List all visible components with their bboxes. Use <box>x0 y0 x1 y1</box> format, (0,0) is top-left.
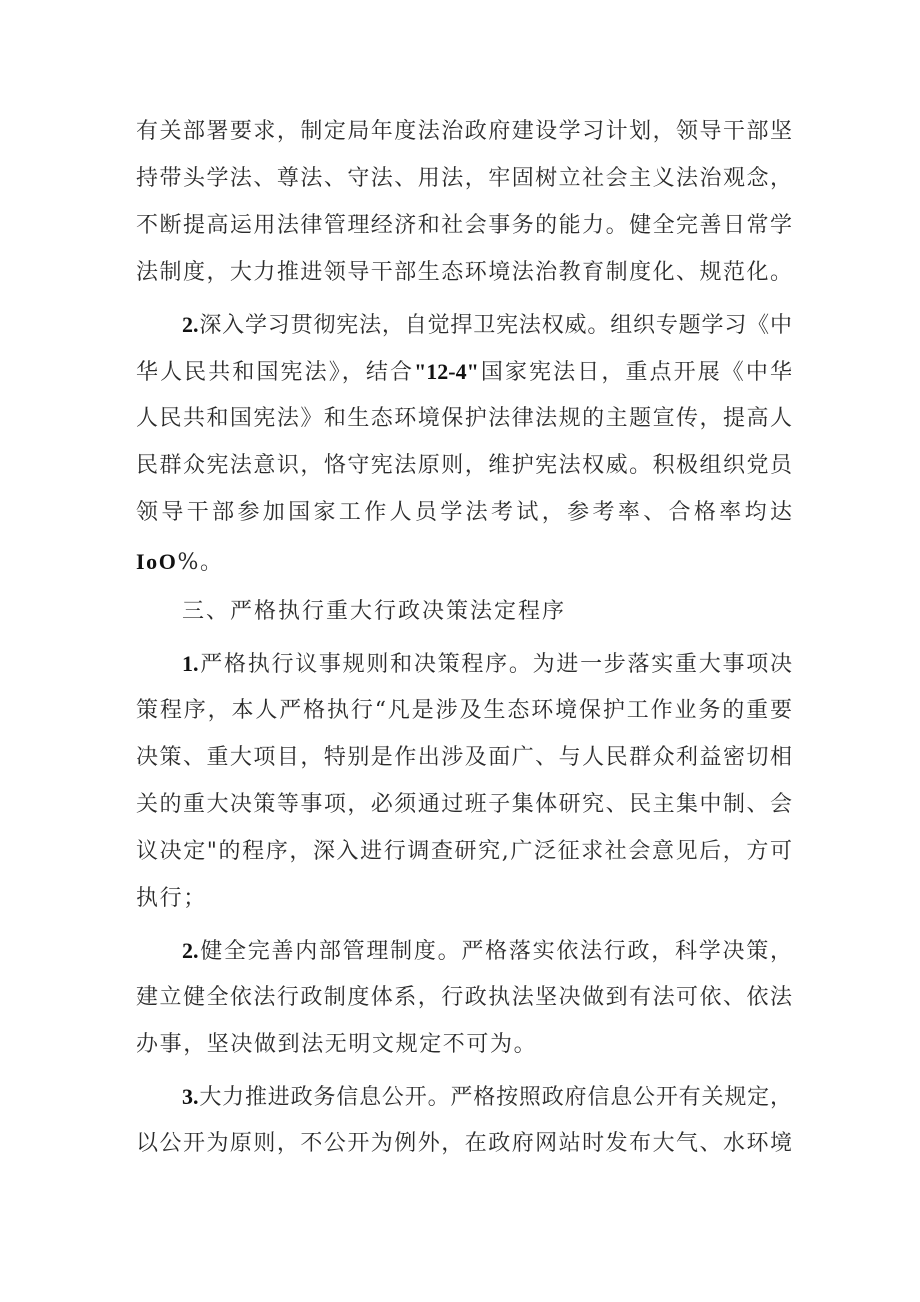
paragraph-text: 华人民共和国宪法》，结合 <box>136 360 415 385</box>
item-number: 1. <box>182 651 199 676</box>
paragraph-text: 健全完善内部管理制度。严格落实依法行政，科学决策， <box>198 939 792 964</box>
paragraph-last-line <box>136 547 792 578</box>
paragraph-line: 法制度，大力推进领导干部生态环境法治教育制度化、规范化。 <box>136 260 792 285</box>
paragraph-line: 持带头学法、尊法、守法、用法，牢固树立社会主义法治观念， <box>136 166 792 191</box>
paragraph-last-line: 执行； <box>136 886 207 911</box>
paragraph-text: 大力推进政务信息公开。严格按照政府信息公开有关规定， <box>198 1085 792 1110</box>
paragraph-line: 建立健全依法行政制度体系，行政执法坚决做到有法可依、依法 <box>136 985 792 1010</box>
paragraph-line: 决策、重大项目，特别是作出涉及面广、与人民群众利益密切相 <box>136 745 792 770</box>
paragraph-line <box>136 357 792 388</box>
paragraph-text: %。 <box>177 550 224 575</box>
percentage-bold: IoO <box>136 549 178 574</box>
paragraph-text: 深入学习贯彻宪法，自觉捍卫宪法权威。组织专题学习《中 <box>198 313 792 338</box>
item-number: 2. <box>182 938 199 963</box>
paragraph-last-line: 办事，坚决做到法无明文规定不可为。 <box>136 1032 538 1057</box>
item-number: 3. <box>182 1084 199 1109</box>
paragraph-line: 议决定"的程序，深入进行调查研究,广泛征求社会意见后，方可 <box>136 839 792 864</box>
paragraph-line: 民群众宪法意识，恪守宪法原则，维护宪法权威。积极组织党员 <box>136 453 792 478</box>
paragraph-text: 严格执行议事规则和决策程序。为进一步落实重大事项决 <box>198 652 792 677</box>
paragraph-text: 国家宪法日，重点开展《中华 <box>478 360 792 385</box>
paragraph-line: 人民共和国宪法》和生态环境保护法律法规的主题宣传，提高人 <box>136 406 792 431</box>
paragraph-line: 以公开为原则，不公开为例外，在政府网站时发布大气、水环境 <box>136 1131 792 1156</box>
paragraph-first-line <box>182 936 792 967</box>
section-heading: 三、严格执行重大行政决策法定程序 <box>182 599 567 624</box>
paragraph-line: 不断提高运用法律管理经济和社会事务的能力。健全完善日常学 <box>136 213 792 238</box>
paragraph-line: 有关部署要求，制定局年度法治政府建设学习计划，领导干部坚 <box>136 119 792 144</box>
paragraph-line: 领导干部参加国家工作人员学法考试，参考率、合格率均达 <box>136 500 792 525</box>
date-bold: "12-4" <box>414 359 479 384</box>
item-number: 2. <box>182 312 199 337</box>
paragraph-first-line <box>182 1082 792 1113</box>
paragraph-first-line <box>182 310 792 341</box>
paragraph-line: 策程序，本人严格执行“凡是涉及生态环境保护工作业务的重要 <box>136 698 792 723</box>
paragraph-line: 关的重大决策等事项，必须通过班子集体研究、民主集中制、会 <box>136 792 792 817</box>
paragraph-first-line <box>182 649 792 680</box>
